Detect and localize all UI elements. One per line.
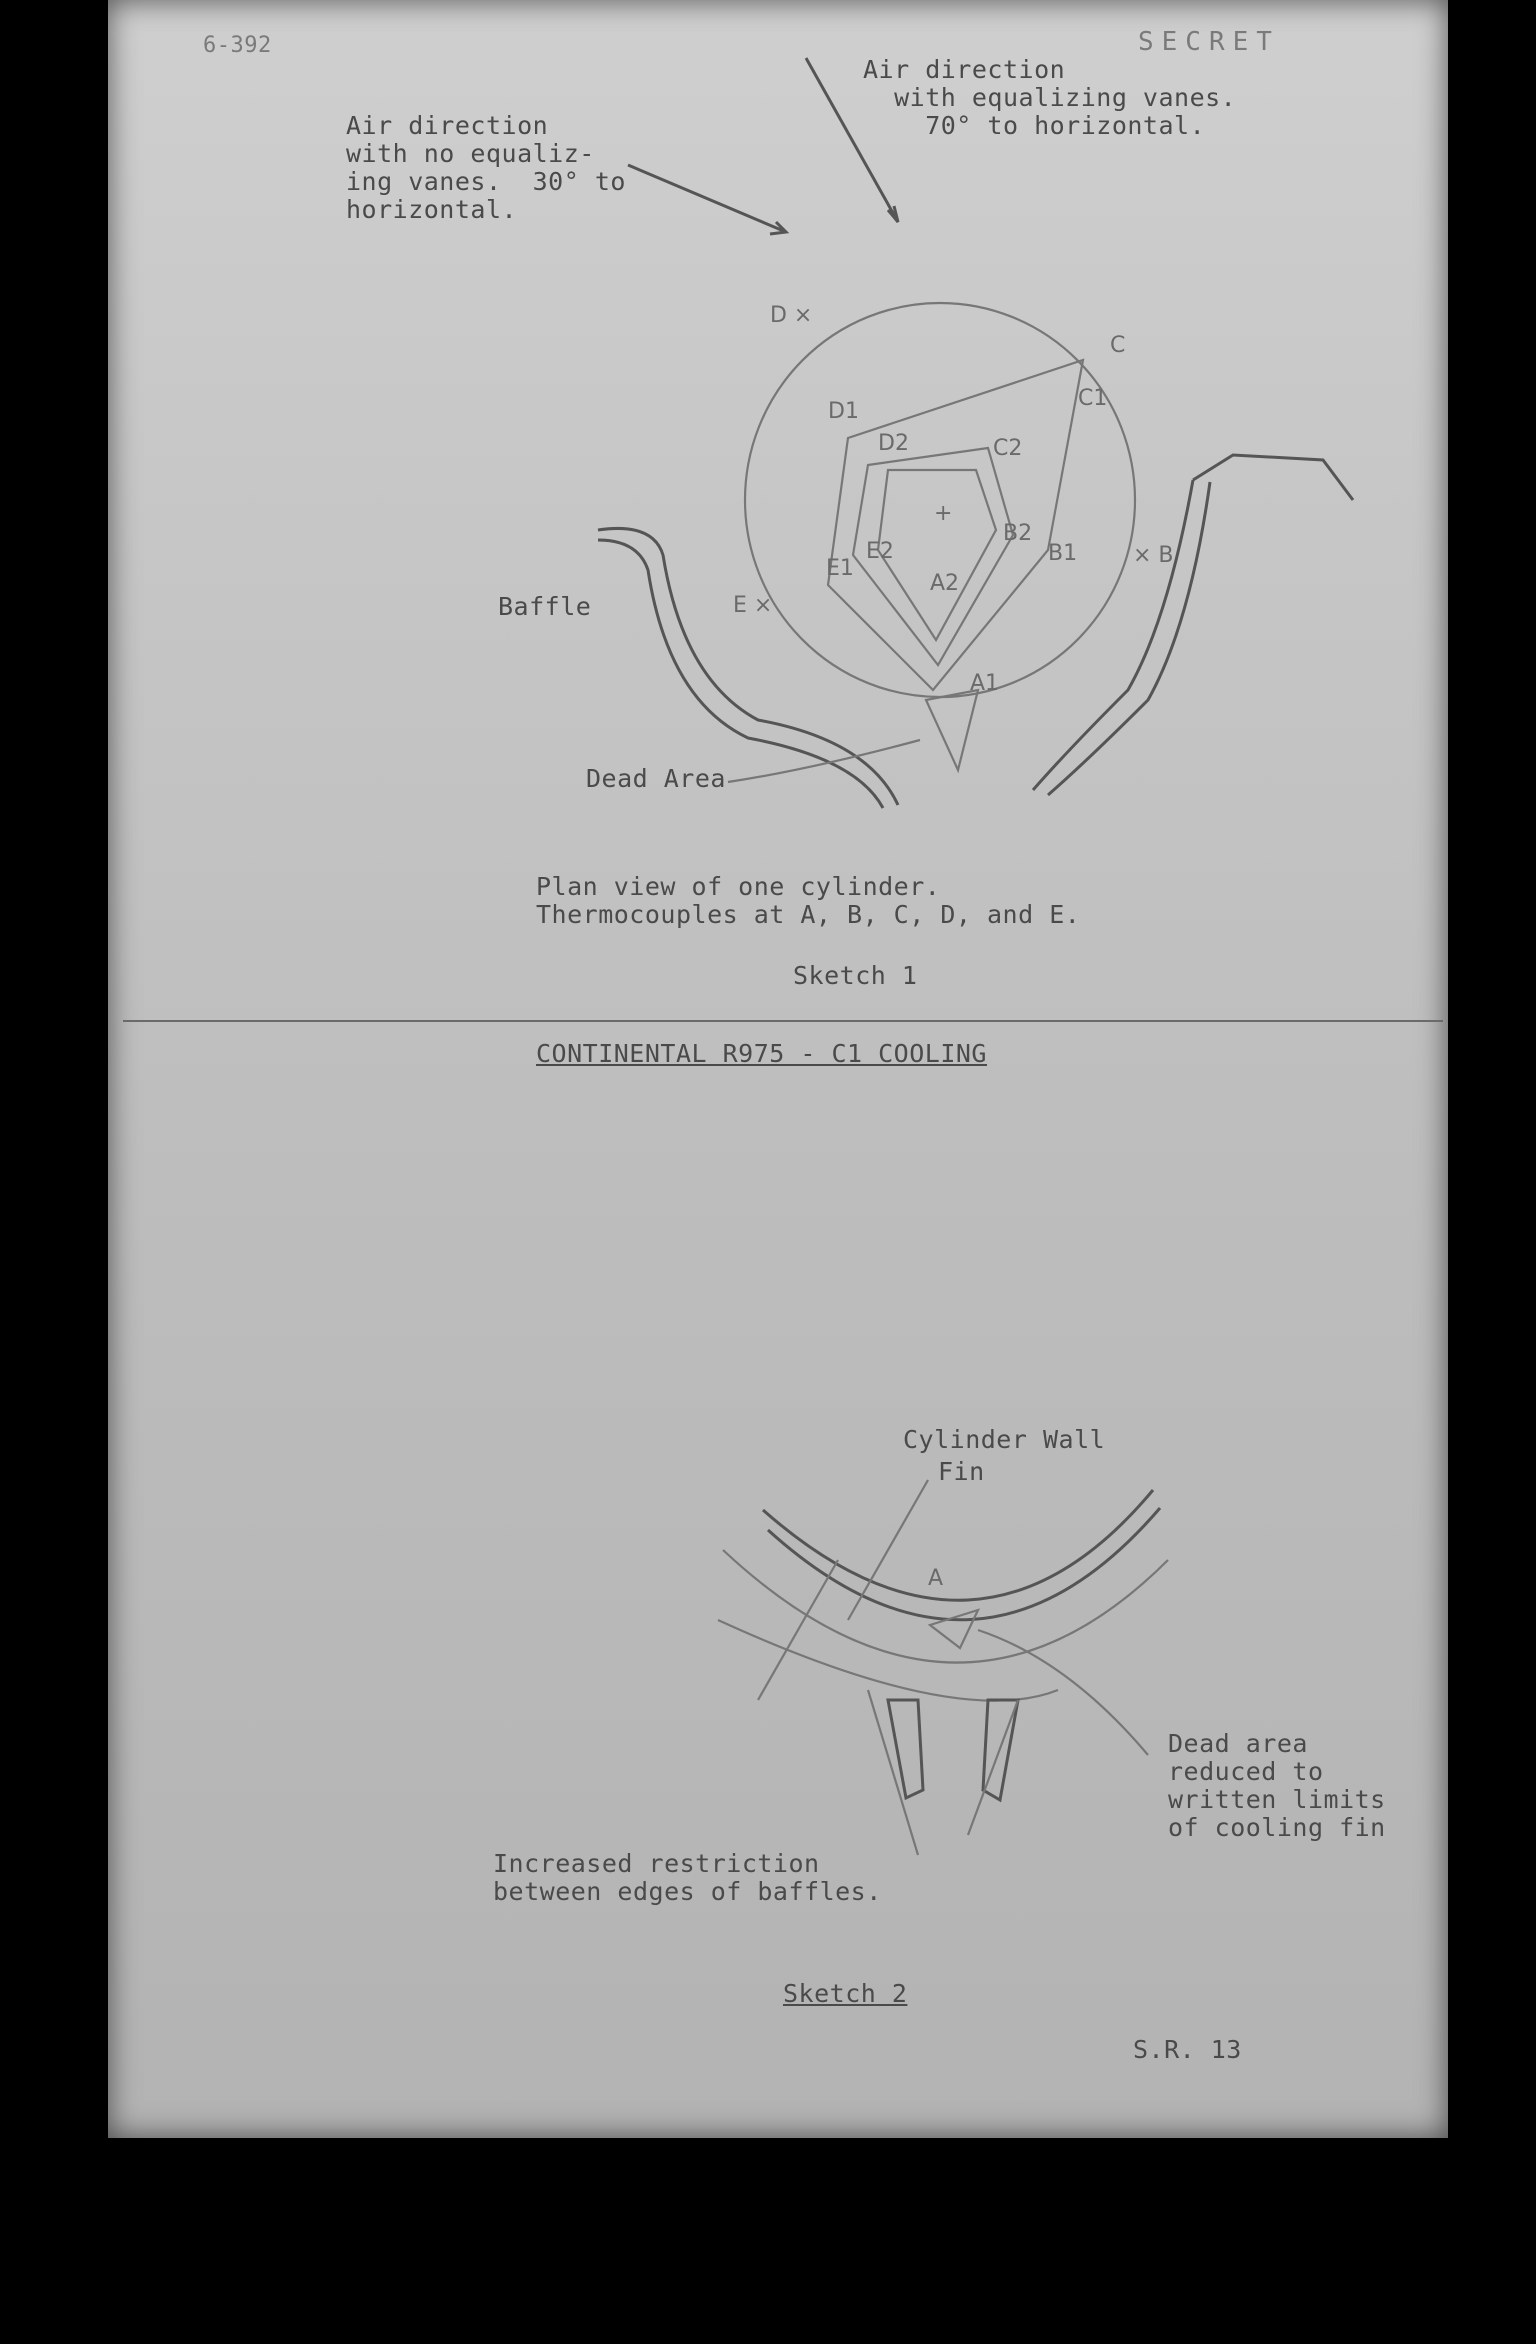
point-e2-label: E2: [866, 539, 894, 564]
fin-leader: [848, 1480, 928, 1620]
report-reference: S.R. 13: [1133, 2035, 1242, 2064]
point-c2-label: C2: [993, 436, 1023, 461]
cylinder-wall-label: Cylinder Wall: [903, 1425, 1106, 1454]
sketch1-caption: Plan view of one cylinder. Thermocouples at A, B, C, D, and E.: [536, 872, 1081, 929]
cylinder-center-mark: +: [934, 501, 953, 526]
baffle-label: Baffle: [498, 592, 592, 621]
point-c1-label: C1: [1078, 386, 1108, 411]
dead-area-reduced-note: Dead area reduced to written limits of cooling fin: [1168, 1729, 1386, 1842]
point-d-label: D ×: [770, 303, 813, 328]
dead-area-label: Dead Area: [586, 764, 726, 793]
cylinder-wall-inner: [768, 1508, 1160, 1620]
air-direction-no-vanes-label: Air direction with no equaliz- ing vanes. 30° to horizontal.: [346, 111, 626, 224]
point-a-label: A: [928, 1566, 944, 1591]
point-e-label: E ×: [733, 593, 773, 618]
point-a1-label: A1: [970, 671, 1000, 696]
point-c-label: C: [1110, 333, 1126, 358]
fin-inner-arc: [718, 1620, 1058, 1701]
point-b1-label: B1: [1048, 541, 1078, 566]
sketch1-title: Sketch 1: [793, 961, 918, 990]
air-direction-with-vanes-label: Air direction with equalizing vanes. 70° to horizontal.: [863, 55, 1237, 140]
restriction-line-left: [868, 1690, 918, 1855]
point-b2-label: B2: [1003, 521, 1033, 546]
section-title: CONTINENTAL R975 - C1 COOLING: [536, 1039, 987, 1068]
point-d2-label: D2: [878, 431, 909, 456]
increased-restriction-note: Increased restriction between edges of baffles.: [493, 1849, 882, 1906]
sketch2-drawing: [108, 0, 1448, 2138]
cylinder-wall-leader: [758, 1560, 838, 1700]
sketch2-title: Sketch 2: [783, 1979, 908, 2008]
point-e1-label: E1: [826, 556, 854, 581]
dead-area-reduced-wedge: [930, 1610, 978, 1648]
classification-stamp: SECRET: [1138, 27, 1280, 57]
baffle-edge-left: [888, 1700, 923, 1798]
page-number: 6-392: [203, 33, 272, 58]
cylinder-wall-outer: [763, 1490, 1153, 1600]
point-d1-label: D1: [828, 399, 859, 424]
document-page: [108, 0, 1448, 2138]
restriction-line-right: [968, 1700, 1018, 1835]
point-b-label: × B: [1133, 543, 1174, 568]
point-a2-label: A2: [930, 571, 960, 596]
fin-label: Fin: [938, 1457, 985, 1486]
